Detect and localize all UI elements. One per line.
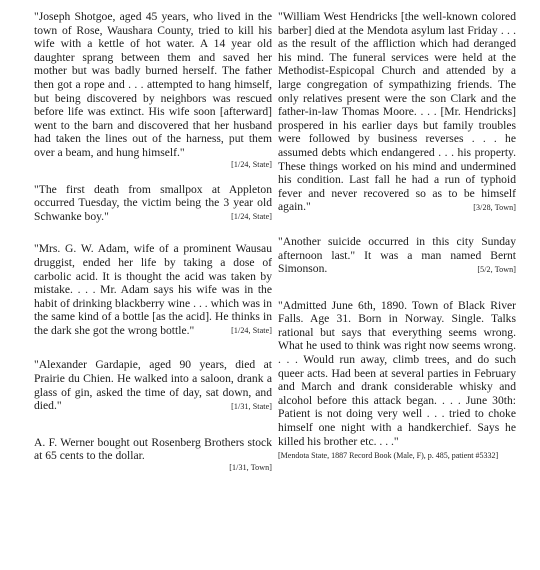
article-entry	[278, 10, 516, 213]
article-citation: [5/2, Town]	[477, 264, 516, 274]
article-text: "Admitted June 6th, 1890. Town of Black River Falls. Age 31. Born in Norway. Single. Talks rational but says that everything seems wrong. What he used to think was right now seems wrong. . . . Would run away, climb trees, and do such queer acts. Had been at several parties in February and March and drank considerable whisky and alcohol before this attack began. . . . June 30th: Patient is not doing very well . . . tried to choke himself one night with a handkerchief. Says he killed his brother etc. . . ."	[278, 298, 516, 448]
article-entry	[34, 242, 272, 336]
right-column	[278, 10, 516, 461]
article-text: "The first death from smallpox at Appleton occurred Tuesday, the victim being the 3 year old Schwanke boy."	[34, 182, 272, 223]
article-citation: [1/31, State]	[231, 401, 272, 411]
article-text: "Another suicide occurred in this city Sunday afternoon last." It was a man named Bernt Simonson.	[278, 234, 516, 276]
article-entry	[278, 299, 516, 462]
article-text: "Alexander Gardapie, aged 90 years, died at Prairie du Chien. He walked into a saloon, drank a glass of gin, asked the time of day, sat down, and died."	[34, 358, 272, 413]
article-entry	[34, 358, 272, 411]
article-citation: [1/24, State]	[231, 159, 272, 169]
article-text: "Mrs. G. W. Adam, wife of a prominent Wausau druggist, ended her life by taking a dose of carbolic acid. It is thought the acid was taken by mistake. . . . Mr. Adam says his wife was in the habit of drinking blackberry wine . . . which was in the same kind of a bottle [as the acid]. He thinks in the dark she got the wrong bottle."	[34, 242, 272, 337]
article-text: "Joseph Shotgoe, aged 45 years, who lived in the town of Rose, Waushara County, tried to kill his wife with a kettle of hot water. A 14 year old daughter sprang between them and saved her mother but was badly burned herself. The father then got a rope and . . . attempted to hang himself, but being discovered by neighbors was rescued before life was extinct. His wife soon [afterward] went to the barn and discovered that her husband had taken the lines out of the harness, put them over a beam, and hung himself."	[34, 10, 272, 159]
article-entry	[278, 235, 516, 275]
article-entry	[34, 183, 272, 223]
article-text: A. F. Werner bought out Rosenberg Brothers stock at 65 cents to the dollar.	[34, 435, 272, 463]
article-text: "William West Hendricks [the well-known colored barber] died at the Mendota asylum last Friday . . . as the result of the affliction which had deranged his mind. The funeral services were held at the Methodist-Espicopal Church and attended by a large congregation of sympathizing friends. The only relatives present were the son Clark and the father-in-law Thomas Moore. . . . [Mr. Hendricks] prospered in his earlier days but family troubles were followed by business reverses . . . he assumed debts which endangered . . . his property. These things worked on his mind and undermined his condition. Last fall he had a run of typhoid fever and never recovered so as to be himself again."	[278, 10, 516, 214]
left-column	[34, 10, 272, 473]
article-citation: [1/24, State]	[231, 326, 272, 336]
article-citation: [1/24, State]	[231, 212, 272, 222]
article-entry	[34, 436, 272, 473]
article-citation: [1/31, Town]	[229, 463, 272, 473]
article-entry	[34, 10, 272, 170]
article-citation: [Mendota State, 1887 Record Book (Male, F), p. 485, patient #5332]	[278, 451, 499, 461]
article-citation: [3/28, Town]	[473, 202, 516, 212]
